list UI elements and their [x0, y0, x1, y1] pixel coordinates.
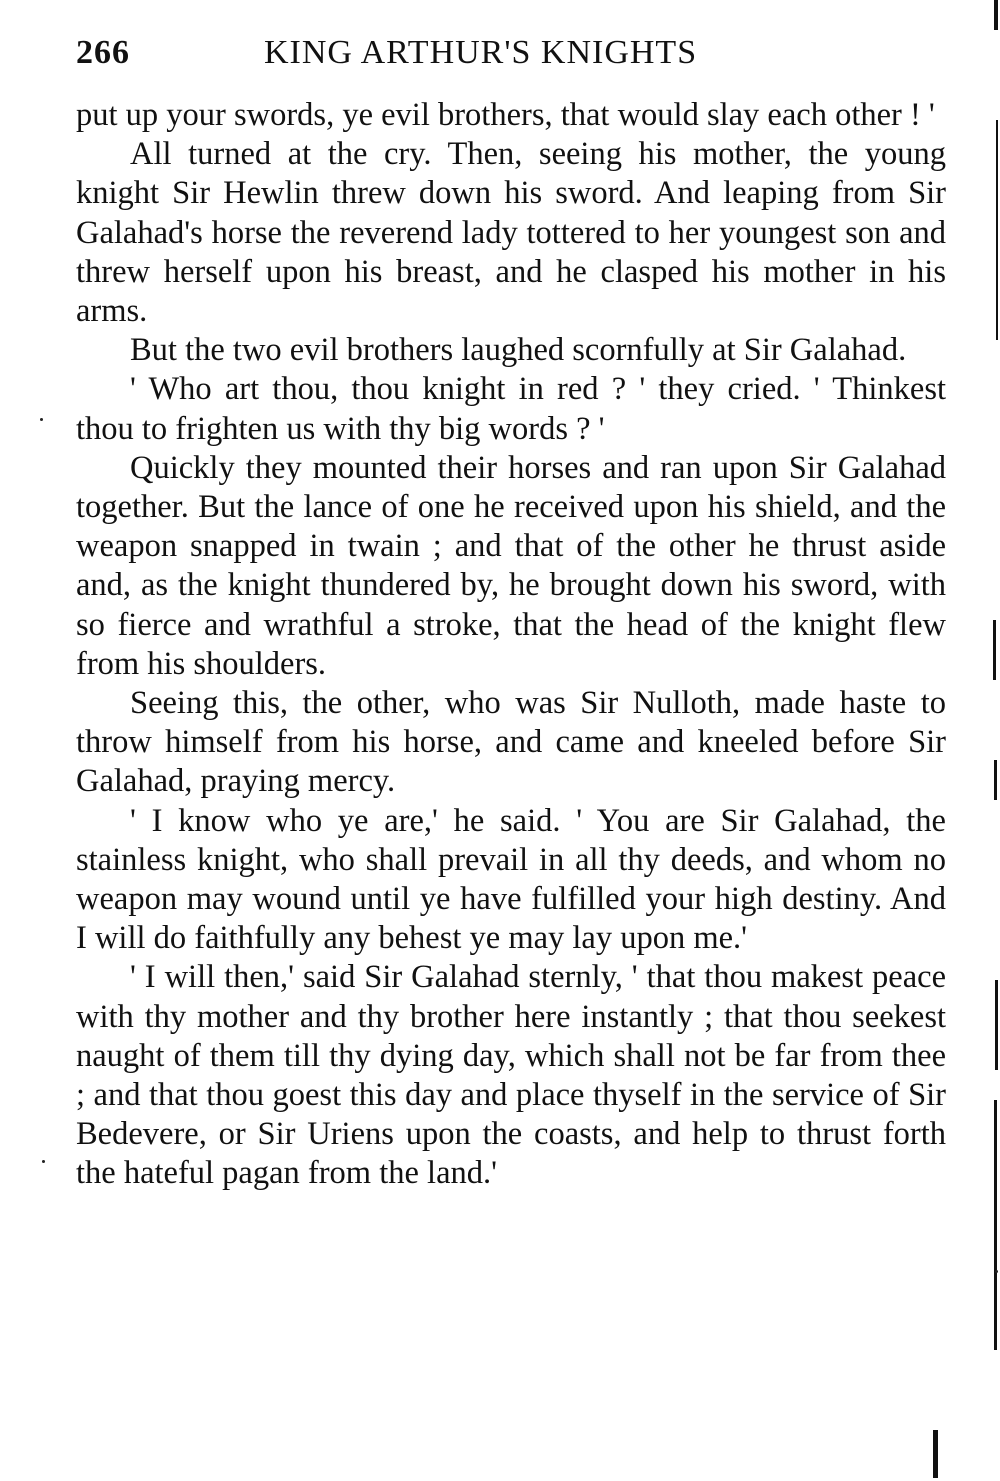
scan-edge-mark — [933, 1430, 938, 1478]
scan-speck — [995, 1270, 998, 1273]
paragraph: All turned at the cry. Then, seeing his mother, the young knight Sir Hewlin threw down his sword. And leaping from Sir Galahad's horse the reverend lady tottered to her youngest son and threw herself upon his breast, and he clasped his mother in his arms. — [76, 136, 946, 330]
paragraph: But the two evil brothers laughed scornfully at Sir Galahad. — [130, 332, 907, 369]
scan-edge-mark — [995, 980, 998, 1070]
paragraph: Quickly they mounted their horses and ran upon Sir Galahad together. But the lance of one he received upon his shield, and the weapon snapped in twain ; and that of the other he thrust aside and, as the knight thundered by, he brought down his sword, with so fierce and wrathful a stroke, that the head of the knight flew from his shoulders. — [76, 449, 946, 682]
scan-edge-mark — [993, 620, 996, 680]
paragraph: put up your swords, ye evil brothers, that would slay each other ! ' — [76, 97, 935, 133]
paragraph: Seeing this, the other, who was Sir Nulloth, made haste to throw himself from his horse, and came and kneeled before Sir Galahad, praying mercy. — [76, 685, 946, 800]
running-head — [76, 34, 946, 84]
scan-speck — [40, 418, 43, 421]
paragraph: ' Who art thou, thou knight in red ? ' they cried. ' Thinkest thou to frighten us with thy big words ? ' — [76, 371, 946, 447]
running-title: KING ARTHUR'S KNIGHTS — [264, 34, 698, 71]
page-number: 266 — [76, 34, 130, 71]
scan-edge-mark — [994, 0, 998, 30]
body-text — [76, 96, 946, 1194]
scan-speck — [42, 1160, 45, 1163]
scan-edge-mark — [996, 120, 998, 340]
paragraph: ' I know who ye are,' he said. ' You are Sir Galahad, the stainless knight, who shall prevail in all thy deeds, and whom no weapon may wound until ye have fulfilled your high destiny. And I will do faithfully any behest ye may lay upon me.' — [76, 802, 946, 957]
scan-edge-mark — [994, 1100, 997, 1350]
paragraph: ' I will then,' said Sir Galahad sternly, ' that thou makest peace with thy mother and thy brother here instantly ; that thou seekest naught of them till thy dying day, which shall not be far from thee ; and that thou goest this day and place thyself in the service of Sir Bedevere, or Sir Uriens upon the coasts, and help to thrust forth the hateful pagan from the land.' — [76, 959, 946, 1192]
scan-edge-mark — [994, 760, 997, 800]
